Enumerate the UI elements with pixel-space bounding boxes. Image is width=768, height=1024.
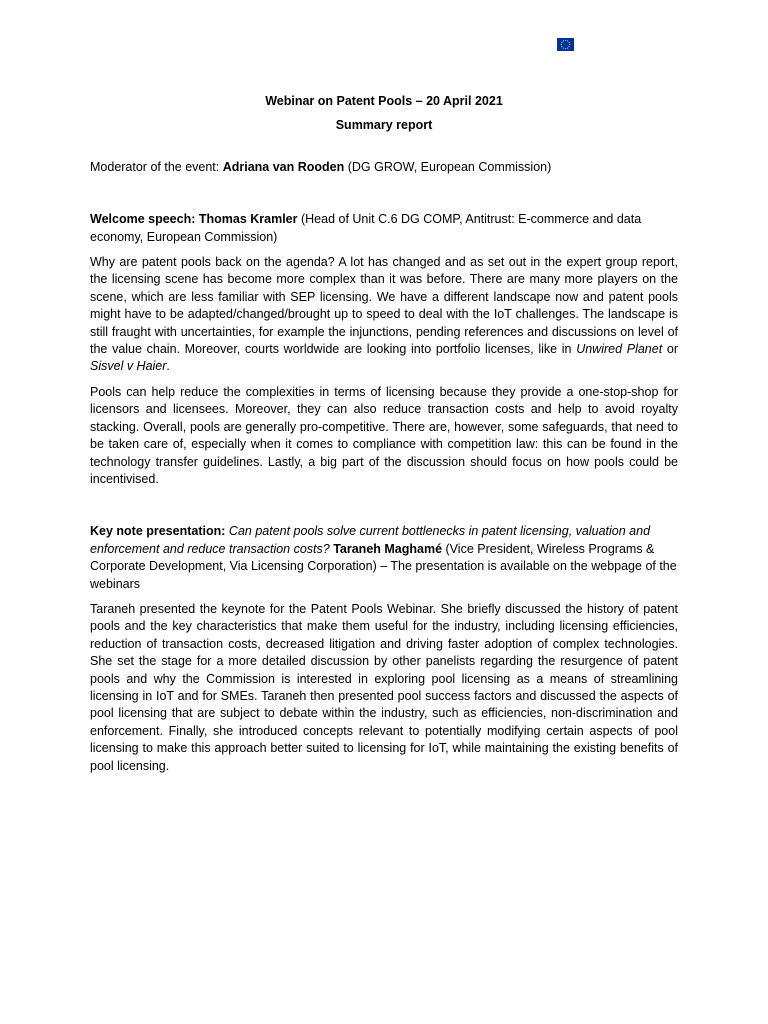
- welcome-label: Welcome speech:: [90, 212, 199, 227]
- keynote-label: Key note presentation:: [90, 524, 229, 539]
- welcome-paragraph-1-text: Why are patent pools back on the agenda? A lot has changed and as set out in the expert group report, the licensing scene has become more complex than it was before. There are many more players on the scene, which are less familiar with SEP licensing. We have a different landscape now and patent pools might have to be adapted/changed/brought up to speed to deal with the IoT challenges. The landscape is still fraught with uncertainties, for example the injunctions, pending references and discussions on level of the value chain. Moreover, courts worldwide are looking into portfolio licenses, like in: [90, 255, 678, 357]
- welcome-paragraph-1: [90, 254, 678, 376]
- document-title: Webinar on Patent Pools – 20 April 2021: [265, 94, 503, 108]
- welcome-heading: [90, 211, 678, 246]
- moderator-line: [90, 159, 678, 176]
- welcome-paragraph-2: Pools can help reduce the complexities in terms of licensing because they provide a one-stop-shop for licensors and licensees. Moreover, they can also reduce transaction costs and help to avoid royalty stacking. Overall, pools are generally pro-competitive. There are, however, some safeguards, that need to be taken care of, especially when it comes to compliance with competition law: this can be found in the technology transfer guidelines. Lastly, a big part of the discussion should focus on how pools could be incentivised.: [90, 384, 678, 486]
- moderator-label: Moderator of the event:: [90, 159, 223, 174]
- keynote-paragraph-1: Taraneh presented the keynote for the Patent Pools Webinar. She briefly discussed the history of patent pools and the key characteristics that make them useful for the industry, including licensing efficiencies, reduction of transaction costs, decreased litigation and driving faster adoption of complex technologies. She set the stage for a more detailed discussion by other panelists regarding the resurgence of patent pools and why the Commission is interested in exploring pool licensing as a means of streamlining licensing in IoT and for SMEs. Taraneh then presented pool success factors and discussed the aspects of pool licensing that are subject to debate within the industry, such as efficiencies, non-discrimination and enforcement. Finally, she introduced concepts relevant to potentially modifying certain aspects of pool licensing to make this approach better suited to licensing for IoT, while maintaining the existing benefits of pool licensing.: [90, 601, 678, 773]
- welcome-paragraph-1-end: .: [166, 359, 170, 374]
- moderator-affiliation: (DG GROW, European Commission): [344, 159, 552, 174]
- keynote-speaker-affiliation: (Vice President, Wireless Programs & Corporate Development, Via Licensing Corporation) – The presentation is available on the webpage of the webinars: [90, 541, 677, 591]
- document-subtitle: Summary report: [335, 118, 433, 133]
- moderator-name: Adriana van Rooden: [222, 159, 345, 174]
- case-sisvel-v-haier: Sisvel v Haier: [90, 359, 167, 374]
- keynote-speaker-name: Taraneh Maghamé: [329, 541, 443, 556]
- eu-flag-icon: [557, 38, 574, 51]
- keynote-title: Can patent pools solve current bottlenecks in patent licensing, valuation and enforcement and reduce transaction costs?: [90, 524, 651, 556]
- document-page: [90, 93, 678, 775]
- case-unwired-planet: Unwired Planet: [576, 342, 663, 357]
- welcome-paragraph-1-or: or: [662, 342, 678, 357]
- welcome-speaker-name: Thomas Kramler: [198, 212, 298, 227]
- welcome-speaker-affiliation: (Head of Unit C.6 DG COMP, Antitrust: E-commerce and data economy, European Commission): [90, 212, 642, 244]
- keynote-heading: [90, 523, 678, 593]
